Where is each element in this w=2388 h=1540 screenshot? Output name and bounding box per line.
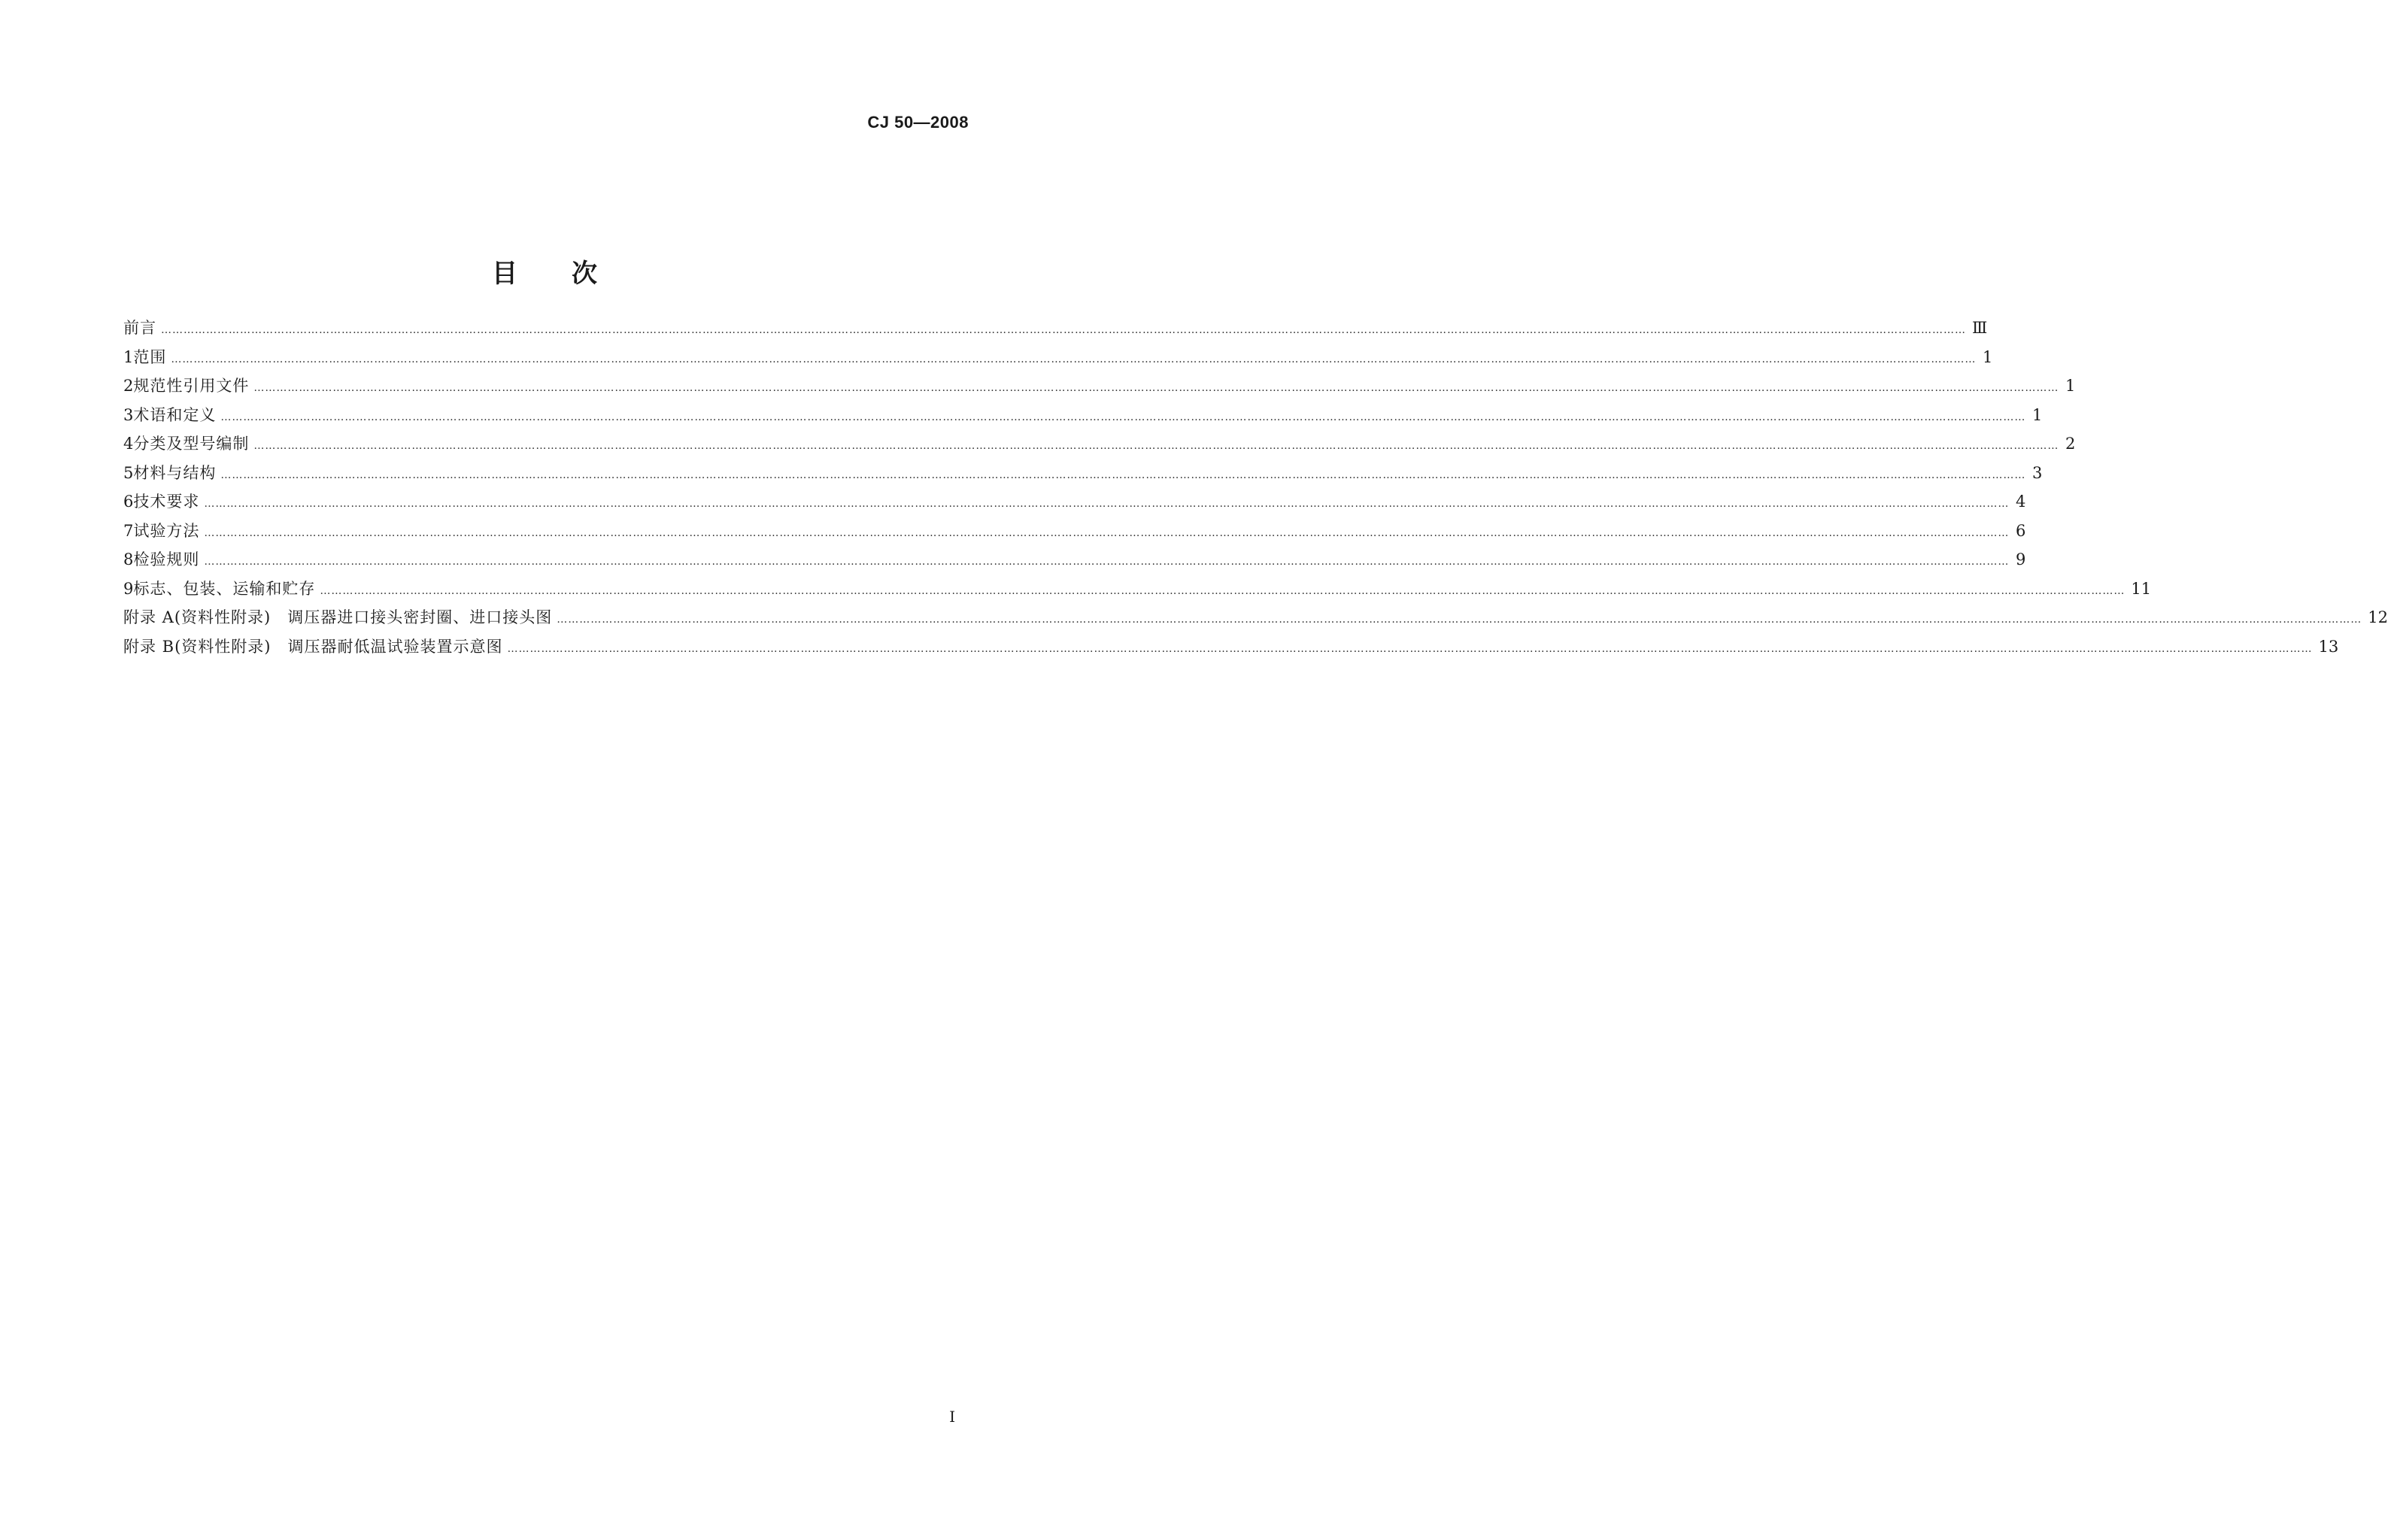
toc-entry-number: 4 [123, 435, 134, 453]
toc-entry[interactable] [123, 547, 2026, 577]
toc-entry-number: 9 [123, 579, 134, 598]
toc-entry-number: 5 [123, 463, 134, 482]
toc-title-char: 目 [492, 259, 517, 289]
toc-entry-text: 技术要求 [133, 493, 200, 511]
toc-leader-dots: ………………………………………………………………………………………………………………………………………………………………………………………………………………………………………………………………………………………………………………………………………………………………………………………………………………………………………… [557, 614, 2362, 626]
toc-entry-number: 7 [123, 521, 134, 540]
toc-leader-dots: ………………………………………………………………………………………………………………………………………………………………………………………………………………………………………………………………………………………………………………………………………………………………………………………………………………………………………… [204, 498, 2010, 510]
toc-entry-page: 1 [2032, 405, 2043, 424]
toc-entry-page: 1 [1983, 347, 1993, 366]
toc-entry[interactable] [123, 374, 2076, 403]
toc-entry[interactable] [123, 432, 2076, 461]
toc-leader-dots: ………………………………………………………………………………………………………………………………………………………………………………………………………………………………………………………………………………………………………………………………………………………………………………………………………………………………………… [507, 642, 2313, 655]
toc-leader-dots: ………………………………………………………………………………………………………………………………………………………………………………………………………………………………………………………………………………………………………………………………………………………………………………………………………………………………………… [320, 584, 2126, 597]
toc-entry-number: 2 [123, 377, 134, 395]
toc-entry[interactable] [123, 490, 2026, 519]
toc-entry-number: 8 [123, 550, 134, 568]
toc-entry-page: 3 [2032, 463, 2043, 482]
toc-entry-page: 4 [2016, 493, 2026, 511]
toc-entry-page: 2 [2065, 435, 2076, 453]
toc-entry-text: 材料与结构 [133, 463, 217, 482]
toc-entry-text: 术语和定义 [133, 405, 217, 424]
toc-leader-dots: ………………………………………………………………………………………………………………………………………………………………………………………………………………………………………………………………………………………………………………………………………………………………………………………………………………………………………… [220, 468, 2026, 481]
toc-leader-dots: ………………………………………………………………………………………………………………………………………………………………………………………………………………………………………………………………………………………………………………………………………………………………………………………………………………………………………… [204, 526, 2010, 539]
toc-entry-page: 9 [2016, 550, 2026, 568]
toc-entry-text: 标志、包装、运输和贮存 [133, 579, 316, 598]
toc-entry-text: 附录 A(资料性附录) 调压器进口接头密封圈、进口接头图 [123, 608, 553, 626]
toc-entry[interactable] [123, 316, 1988, 345]
toc-entry[interactable] [123, 461, 2043, 490]
toc-entry-number: 6 [123, 493, 134, 511]
document-code: CJ 50—2008 [867, 113, 969, 132]
toc-title [0, 253, 1089, 290]
toc-entry[interactable] [123, 605, 2388, 635]
toc-entry[interactable] [123, 345, 1993, 374]
toc-entry-text: 检验规则 [133, 550, 200, 568]
toc-title-char: 次 [572, 259, 597, 289]
toc-leader-dots: ………………………………………………………………………………………………………………………………………………………………………………………………………………………………………………………………………………………………………………………………………………………………………………………………………………………………………… [220, 411, 2026, 423]
toc-entry-number: 3 [123, 405, 134, 424]
toc-entry-text: 分类及型号编制 [133, 435, 250, 453]
toc-entry[interactable] [123, 519, 2026, 548]
toc-entry-text: 附录 B(资料性附录) 调压器耐低温试验装置示意图 [123, 637, 503, 656]
toc-entry-page: 6 [2016, 521, 2026, 540]
toc-leader-dots: ………………………………………………………………………………………………………………………………………………………………………………………………………………………………………………………………………………………………………………………………………………………………………………………………………………………………………… [253, 440, 2059, 452]
toc-entry[interactable] [123, 403, 2043, 432]
toc-entry-page: Ⅲ [1972, 319, 1988, 337]
toc-entry-text: 前言 [123, 319, 156, 337]
toc-entry[interactable] [123, 577, 2152, 606]
toc-entry-text: 规范性引用文件 [133, 377, 250, 395]
toc-entry[interactable] [123, 635, 2339, 664]
toc-leader-dots: ………………………………………………………………………………………………………………………………………………………………………………………………………………………………………………………………………………………………………………………………………………………………………………………………………………………………………… [171, 353, 1977, 365]
toc-entry-text: 试验方法 [133, 521, 200, 540]
page-number: I [949, 1408, 955, 1426]
toc-entry-page: 11 [2131, 579, 2152, 598]
table-of-contents [123, 316, 2388, 663]
toc-leader-dots: ………………………………………………………………………………………………………………………………………………………………………………………………………………………………………………………………………………………………………………………………………………………………………………………………………………………………………… [204, 556, 2010, 568]
toc-entry-page: 1 [2065, 377, 2076, 395]
toc-leader-dots: ………………………………………………………………………………………………………………………………………………………………………………………………………………………………………………………………………………………………………………………………………………………………………………………………………………………………………… [253, 382, 2059, 394]
toc-entry-page: 12 [2368, 608, 2388, 626]
toc-entry-number: 1 [123, 347, 134, 366]
toc-entry-text: 范围 [133, 347, 167, 366]
toc-entry-page: 13 [2318, 637, 2339, 656]
toc-leader-dots: ………………………………………………………………………………………………………………………………………………………………………………………………………………………………………………………………………………………………………………………………………………………………………………………………………………………………………… [161, 324, 1966, 336]
